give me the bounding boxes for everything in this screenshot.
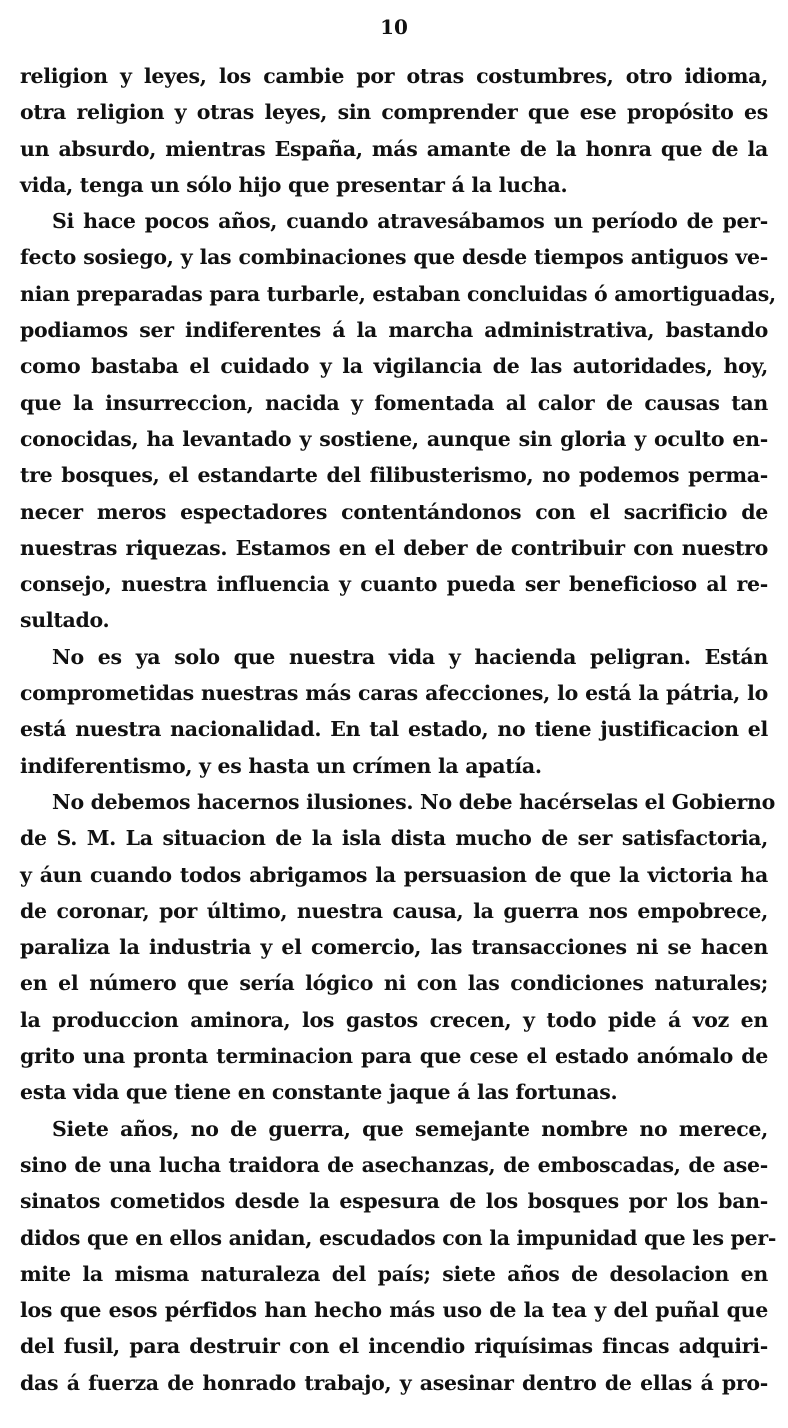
text-line: esta vida que tiene en constante jaque á las fortunas. bbox=[20, 1080, 618, 1105]
text-line: consejo, nuestra influencia y cuanto pueda ser beneficioso al re- bbox=[20, 572, 768, 597]
text-line: sinatos cometidos desde la espesura de los bosques por los ban- bbox=[20, 1189, 768, 1214]
text-line: los que esos pérfidos han hecho más uso de la tea y del puñal que bbox=[20, 1298, 768, 1323]
text-line: sino de una lucha traidora de asechanzas, de emboscadas, de ase- bbox=[20, 1152, 768, 1177]
text-line: del fusil, para destruir con el incendio riquísimas fincas adquiri- bbox=[20, 1334, 768, 1359]
text-line: paraliza la industria y el comercio, las transacciones ni se hacen bbox=[20, 935, 768, 960]
paragraph-first-line: No es ya solo que nuestra vida y hacienda peligran. Están bbox=[52, 644, 768, 669]
text-line: vida, tenga un sólo hijo que presentar á la lucha. bbox=[20, 172, 568, 197]
text-line: religion y leyes, los cambie por otras costumbres, otro idioma, bbox=[20, 64, 768, 88]
text-line: conocidas, ha levantado y sostiene, aunque sin gloria y oculto en- bbox=[20, 426, 768, 451]
text-line: comprometidas nuestras más caras afecciones, lo está la pátria, lo bbox=[20, 681, 768, 706]
text-line: la produccion aminora, los gastos crecen, y todo pide á voz en bbox=[20, 1007, 768, 1032]
text-line: das á fuerza de honrado trabajo, y asesinar dentro de ellas á pro- bbox=[20, 1370, 768, 1395]
text-line: como bastaba el cuidado y la vigilancia de las autoridades, hoy, bbox=[20, 354, 768, 379]
text-line: nian preparadas para turbarle, estaban concluidas ó amortiguadas, bbox=[20, 281, 776, 306]
text-line: de coronar, por último, nuestra causa, la guerra nos empobrece, bbox=[20, 898, 768, 923]
paragraph-first-line: Si hace pocos años, cuando atravesábamos un período de per- bbox=[52, 209, 768, 234]
text-line: didos que en ellos anidan, escudados con la impunidad que les per- bbox=[20, 1225, 777, 1250]
text-line: de S. M. La situacion de la isla dista mucho de ser satisfactoria, bbox=[20, 826, 768, 851]
text-line: tre bosques, el estandarte del filibusterismo, no podemos perma- bbox=[20, 463, 768, 488]
text-line: un absurdo, mientras España, más amante de la honra que de la bbox=[20, 136, 768, 161]
text-line: otra religion y otras leyes, sin comprender que ese propósito es bbox=[20, 100, 768, 125]
text-line: está nuestra nacionalidad. En tal estado, no tiene justificacion el bbox=[20, 717, 768, 742]
text-line: sultado. bbox=[20, 608, 110, 633]
text-line: grito una pronta terminacion para que cese el estado anómalo de bbox=[20, 1044, 768, 1069]
text-line: nuestras riquezas. Estamos en el deber de contribuir con nuestro bbox=[20, 535, 768, 560]
text-line: mite la misma naturaleza del país; siete años de desolacion en bbox=[20, 1261, 768, 1286]
text-line: en el número que sería lógico ni con las condiciones naturales; bbox=[20, 971, 768, 996]
text-line: que la insurreccion, nacida y fomentada al calor de causas tan bbox=[20, 390, 768, 415]
text-line: indiferentismo, y es hasta un crímen la apatía. bbox=[20, 753, 542, 778]
paragraph-first-line: No debemos hacernos ilusiones. No debe hacérselas el Gobierno bbox=[52, 789, 776, 814]
paragraph-first-line: Siete años, no de guerra, que semejante nombre no merece, bbox=[52, 1116, 768, 1141]
page-number: 10 bbox=[380, 15, 408, 39]
body-text bbox=[20, 58, 777, 1401]
text-line: fecto sosiego, y las combinaciones que desde tiempos antiguos ve- bbox=[20, 245, 768, 270]
text-line: necer meros espectadores contentándonos con el sacrificio de bbox=[20, 499, 768, 524]
text-line: podiamos ser indiferentes á la marcha administrativa, bastando bbox=[20, 318, 768, 343]
text-line: y áun cuando todos abrigamos la persuasion de que la victoria ha bbox=[20, 862, 768, 887]
